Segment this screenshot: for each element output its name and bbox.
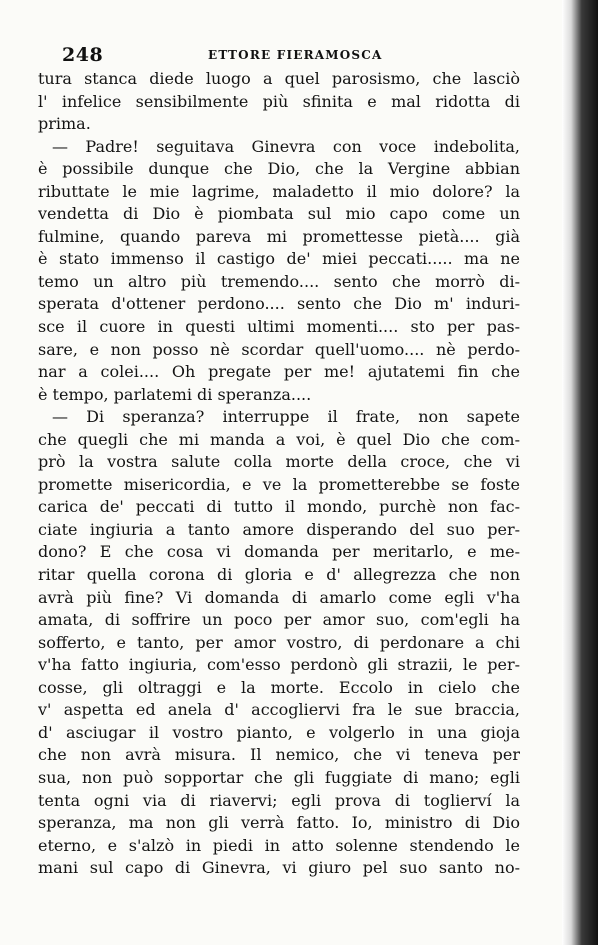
book-gutter-shadow	[562, 0, 598, 945]
text-line: carica de' peccati di tutto il mondo, purchè non fac-	[38, 497, 520, 517]
body-text	[38, 68, 520, 880]
text-line: amata, di soffrire un poco per amor suo, com'egli ha	[38, 610, 520, 630]
text-line: d' asciugar il vostro pianto, e volgerlo in una gioja	[38, 722, 520, 742]
text-line: sperata d'ottener perdono.... sento che Dio m' induri-	[38, 294, 520, 314]
text-line: dono? E che cosa vi domanda per meritarlo, e me-	[38, 542, 520, 562]
text-line: tenta ogni via di riavervi; egli prova di toglierví la	[38, 790, 520, 810]
text-line: — Di speranza? interruppe il frate, non sapete	[52, 407, 520, 427]
text-line: tura stanca diede luogo a quel parosismo, che lasciò	[38, 69, 520, 88]
text-line: — Padre! seguitava Ginevra con voce indebolita,	[52, 136, 520, 156]
text-line: sare, e non posso nè scordar quell'uomo.... nè perdo-	[38, 339, 520, 359]
text-line: che quegli che mi manda a voi, è quel Dio che com-	[38, 429, 520, 449]
text-line: temo un altro più tremendo.... sento che morrò di-	[38, 271, 520, 291]
text-line: ciate ingiuria a tanto amore disperando del suo per-	[38, 519, 520, 539]
text-line: nar a colei.... Oh pregate per me! ajutatemi fin che	[38, 362, 520, 382]
text-line: avrà più fine? Vi domanda di amarlo come egli v'ha	[38, 587, 520, 607]
page-number: 248	[62, 44, 104, 66]
text-line: speranza, ma non gli verrà fatto. Io, ministro di Dio	[38, 813, 520, 833]
text-line: ributtate le mie lagrime, maladetto il mio dolore? la	[38, 181, 520, 201]
text-line: v' aspetta ed anela d' accogliervi fra le sue braccia,	[38, 700, 520, 720]
text-line: eterno, e s'alzò in piedi in atto solenne stendendo le	[38, 835, 520, 855]
text-line: prò la vostra salute colla morte della croce, che vi	[38, 452, 520, 472]
text-line: ritar quella corona di gloria e d' allegrezza che non	[38, 565, 520, 585]
text-line: mani sul capo di Ginevra, vi giuro pel suo santo no-	[38, 858, 520, 878]
page-header	[62, 44, 542, 64]
text-line: vendetta di Dio è piombata sul mio capo come un	[38, 204, 520, 224]
text-line: prima.	[38, 114, 91, 134]
text-line: sofferto, e tanto, per amor vostro, di perdonare a chi	[38, 632, 520, 652]
text-line: sce il cuore in questi ultimi momenti.... sto per pas-	[38, 317, 520, 337]
text-line: v'ha fatto ingiuria, com'esso perdonò gli strazii, le per-	[38, 655, 520, 675]
text-line: è possibile dunque che Dio, che la Vergine abbian	[38, 159, 520, 179]
text-line: è tempo, parlatemi di speranza....	[38, 384, 312, 404]
text-line: promette misericordia, e ve la prometterebbe se foste	[38, 474, 520, 494]
text-line: cosse, gli oltraggi e la morte. Eccolo in cielo che	[38, 677, 520, 697]
text-line: sua, non può sopportar che gli fuggiate di mano; egli	[38, 767, 520, 787]
text-line: che non avrà misura. Il nemico, che vi teneva per	[38, 745, 520, 765]
running-head: ETTORE FIERAMOSCA	[208, 48, 383, 62]
text-line: fulmine, quando pareva mi promettesse pietà.... già	[38, 226, 520, 246]
text-line: è stato immenso il castigo de' miei peccati..... ma ne	[38, 249, 520, 269]
text-line: l' infelice sensibilmente più sfinita e mal ridotta di	[38, 91, 520, 111]
